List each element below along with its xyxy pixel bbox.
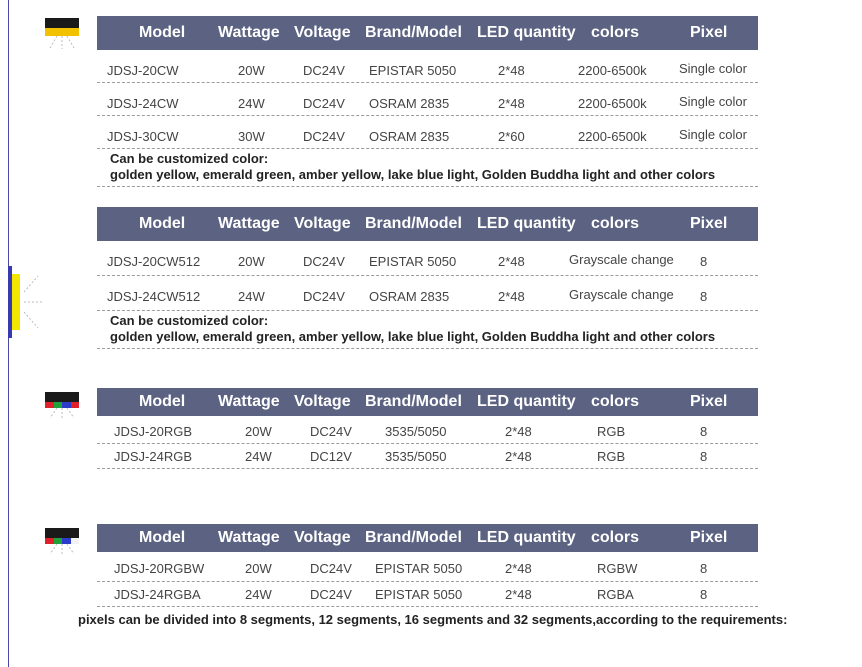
table-cell: JDSJ-24RGB <box>114 449 193 464</box>
table-cell: DC24V <box>303 289 345 304</box>
table-cell: 2200-6500k <box>578 96 647 111</box>
header-pixel: Pixel <box>690 215 728 232</box>
header-colors: colors <box>591 393 640 410</box>
table-row <box>97 276 758 311</box>
table-cell: Single color <box>679 127 747 142</box>
note-colors: golden yellow, emerald green, amber yellow, lake blue light, Golden Buddha light and other colors <box>110 329 716 344</box>
table-cell: RGB <box>597 449 626 464</box>
table-cell: 30W <box>238 129 265 144</box>
rgbw-strip-icon <box>45 528 79 556</box>
table-cell: 20W <box>238 63 265 78</box>
table-cell: 2200-6500k <box>578 129 647 144</box>
header-model: Model <box>139 529 186 546</box>
table-cell: 2*48 <box>505 561 532 576</box>
table-cell: 2*48 <box>498 63 525 78</box>
table-row <box>97 83 758 116</box>
header-brand-model: Brand/Model <box>365 529 462 546</box>
warm-white-strip-icon <box>45 18 79 50</box>
table-cell: DC24V <box>310 561 352 576</box>
table-cell: OSRAM 2835 <box>369 129 450 144</box>
header-model: Model <box>139 24 186 41</box>
table-cell: 8 <box>700 289 708 304</box>
table-cell: DC24V <box>310 424 352 439</box>
table-cell: EPISTAR 5050 <box>375 587 463 602</box>
table-cell: OSRAM 2835 <box>369 96 450 111</box>
table-header <box>97 207 758 241</box>
header-led-quantity: LED quantity <box>477 24 576 41</box>
side-glow-strip-icon <box>0 264 44 340</box>
table-cell: 2200-6500k <box>578 63 647 78</box>
table-cell: 3535/5050 <box>385 424 447 439</box>
header-led-quantity: LED quantity <box>477 215 576 232</box>
header-colors: colors <box>591 529 640 546</box>
table-header <box>97 524 758 552</box>
header-wattage: Wattage <box>218 393 280 410</box>
table-cell: Grayscale change <box>569 287 674 302</box>
header-led-quantity: LED quantity <box>477 393 576 410</box>
header-voltage: Voltage <box>294 24 351 41</box>
table-row <box>97 116 758 149</box>
table-cell: 2*48 <box>505 449 532 464</box>
spec-table-rgbw <box>97 524 758 607</box>
table-cell: JDSJ-20RGBW <box>114 561 205 576</box>
table-cell: EPISTAR 5050 <box>375 561 463 576</box>
header-colors: colors <box>591 215 640 232</box>
table-cell: JDSJ-30CW <box>107 129 179 144</box>
table-cell: RGBA <box>597 587 634 602</box>
table-cell: 24W <box>245 449 272 464</box>
table-cell: JDSJ-24CW <box>107 96 179 111</box>
table-cell: 2*60 <box>498 129 525 144</box>
header-brand-model: Brand/Model <box>365 24 462 41</box>
table-cell: 8 <box>700 424 708 439</box>
table-cell: DC24V <box>303 63 345 78</box>
table-cell: JDSJ-20RGB <box>114 424 193 439</box>
header-pixel: Pixel <box>690 24 728 41</box>
table-cell: JDSJ-24RGBA <box>114 587 201 602</box>
header-voltage: Voltage <box>294 529 351 546</box>
table-cell: 8 <box>700 561 708 576</box>
table-cell: EPISTAR 5050 <box>369 63 457 78</box>
table-header <box>97 388 758 416</box>
table-cell: 24W <box>238 289 265 304</box>
table-cell: 8 <box>700 587 708 602</box>
table-cell: 24W <box>245 587 272 602</box>
table-cell: 2*48 <box>498 254 525 269</box>
customization-note <box>97 311 758 349</box>
table-cell: DC24V <box>310 587 352 602</box>
note-title: Can be customized color: <box>110 313 269 328</box>
table-cell: Single color <box>679 94 747 109</box>
header-pixel: Pixel <box>690 393 728 410</box>
header-wattage: Wattage <box>218 24 280 41</box>
table-cell: RGB <box>597 424 626 439</box>
table-cell: 8 <box>700 449 708 464</box>
header-voltage: Voltage <box>294 215 351 232</box>
header-brand-model: Brand/Model <box>365 215 462 232</box>
table-cell: 24W <box>238 96 265 111</box>
table-cell: 3535/5050 <box>385 449 447 464</box>
table-cell: 20W <box>238 254 265 269</box>
table-cell: JDSJ-24CW512 <box>107 289 201 304</box>
table-row <box>97 50 758 83</box>
header-voltage: Voltage <box>294 393 351 410</box>
note-colors: golden yellow, emerald green, amber yellow, lake blue light, Golden Buddha light and other colors <box>110 167 716 182</box>
table-row <box>97 444 758 469</box>
customization-note <box>97 149 758 187</box>
table-cell: DC24V <box>303 254 345 269</box>
table-row <box>97 552 758 582</box>
table-row <box>97 582 758 607</box>
spec-table-rgb <box>97 388 758 469</box>
header-wattage: Wattage <box>218 529 280 546</box>
table-cell: DC24V <box>303 96 345 111</box>
table-cell: DC12V <box>310 449 352 464</box>
table-cell: 20W <box>245 561 272 576</box>
header-colors: colors <box>591 24 640 41</box>
table-cell: 20W <box>245 424 272 439</box>
table-row <box>97 241 758 276</box>
table-cell: 2*48 <box>505 587 532 602</box>
segments-footnote: pixels can be divided into 8 segments, 12 segments, 16 segments and 32 segments,according to the requirements: <box>78 612 788 627</box>
table-cell: 2*48 <box>505 424 532 439</box>
table-cell: 8 <box>700 254 708 269</box>
header-model: Model <box>139 393 186 410</box>
rgb-strip-icon <box>45 392 79 420</box>
spec-table-single-color <box>97 16 758 187</box>
table-cell: Grayscale change <box>569 252 674 267</box>
header-wattage: Wattage <box>218 215 280 232</box>
spec-table-grayscale <box>97 207 758 349</box>
table-cell: DC24V <box>303 129 345 144</box>
table-cell: 2*48 <box>498 96 525 111</box>
table-header <box>97 16 758 50</box>
table-cell: JDSJ-20CW512 <box>107 254 201 269</box>
header-led-quantity: LED quantity <box>477 529 576 546</box>
note-title: Can be customized color: <box>110 151 269 166</box>
table-cell: 2*48 <box>498 289 525 304</box>
header-brand-model: Brand/Model <box>365 393 462 410</box>
header-model: Model <box>139 215 186 232</box>
header-pixel: Pixel <box>690 529 728 546</box>
table-cell: JDSJ-20CW <box>107 63 179 78</box>
table-row <box>97 416 758 444</box>
table-cell: RGBW <box>597 561 638 576</box>
table-cell: OSRAM 2835 <box>369 289 450 304</box>
table-cell: EPISTAR 5050 <box>369 254 457 269</box>
table-cell: Single color <box>679 61 747 76</box>
